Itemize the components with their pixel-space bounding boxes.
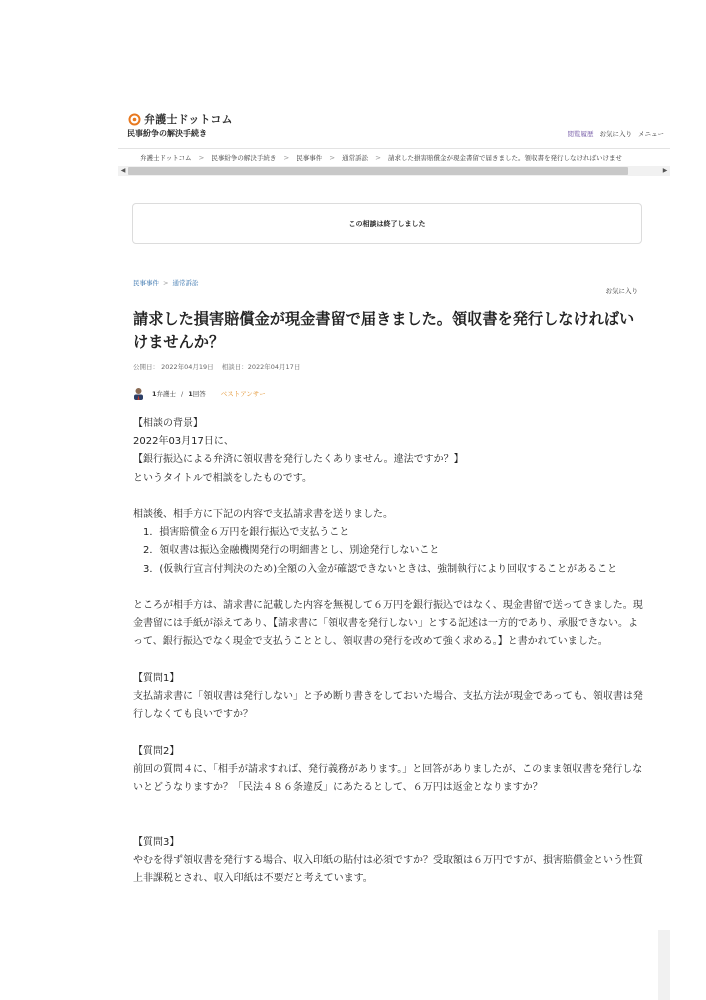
favorites-link[interactable]: お気に入り xyxy=(599,130,632,138)
chevron-right-icon: > xyxy=(329,153,336,162)
chevron-right-icon: > xyxy=(163,278,169,287)
header-links xyxy=(568,129,665,138)
body-line: 支払請求書に「領収書は発行しない」と予め断り書きをしておいた場合、支払方法が現金であっても、領収書は発行しなくても良いですか？ xyxy=(133,691,643,721)
body-line: 【相談の背景】 xyxy=(133,418,203,429)
body-line: 相談後、相手方に下記の内容で支払請求書を送りました。 xyxy=(133,509,393,521)
breadcrumb-item-civil[interactable]: 民事事件 xyxy=(296,154,323,162)
question-body xyxy=(133,415,643,888)
breadcrumb-item-lawsuit[interactable]: 通常訴訟 xyxy=(342,154,369,162)
body-line: 前回の質問４に、「相手が請求すれば、発行義務があります。」と回答がありましたが、このまま領収書を発行しないとどうなりますか？「民法４８６条違反」にあたるとして、６万円は返金となりますか？ xyxy=(133,763,643,794)
body-line xyxy=(133,488,643,506)
chevron-right-icon: > xyxy=(375,153,381,162)
body-line: やむを得ず領収書を発行する場合、収入印紙の貼付は必須ですか？受取額は６万円ですが、損害賠償金という性質上非課税とされ、収入印紙は不要だと考えています。 xyxy=(133,854,643,885)
history-link[interactable]: 閲覧履歴 xyxy=(567,130,594,138)
body-line: 2．領収書は振込金融機関発行の明細書とし、別途発行しないこと xyxy=(133,545,440,557)
body-line: 3．(仮執行宣言付判決のため)全額の入金が確認できないときは、強制執行により回収することがあること xyxy=(133,563,618,575)
breadcrumb-item-current: 請求した損害賠償金が現金書留で届きました。領収書を発行しなければいけませ xyxy=(387,154,622,162)
closed-notice-text: この相談は終了しました xyxy=(348,219,426,228)
best-answer-link[interactable]: ベストアンサー xyxy=(220,390,266,398)
answer-meta xyxy=(133,387,266,400)
menu-link[interactable]: メニュー xyxy=(638,130,664,138)
body-line: 1．損害賠償金６万円を銀行振込で支払うこと xyxy=(133,527,350,539)
breadcrumb-item-section[interactable]: 民事紛争の解決手続き xyxy=(211,154,277,162)
body-line xyxy=(133,724,643,742)
question-title: 請求した損害賠償金が現金書留で届きました。領収書を発行しなければいけませんか？ xyxy=(133,310,635,351)
meta-divider: / xyxy=(181,389,184,398)
lawyer-count: 1 xyxy=(152,389,157,398)
horizontal-scrollbar[interactable] xyxy=(118,166,670,176)
body-line: 【質問3】 xyxy=(133,836,180,848)
body-line: ところが相手方は、請求書に記載した内容を無視して６万円を銀行振込ではなく、現金書留で送ってきました。現金書留には手紙が添えてあり、【請求書に「領収書を発行しない」とする記述は一方的であり、承服できない。よって、銀行振込でなく現金で支払うこととし、領収書の発行を改めて強く求める。】と書かれていました。 xyxy=(133,600,643,648)
scroll-left-icon[interactable]: ◀ xyxy=(120,167,126,174)
chevron-right-icon: > xyxy=(283,153,290,162)
body-line xyxy=(133,579,643,597)
body-line: 【銀行振込による弁済に領収書を発行したくありません。違法ですか？】 xyxy=(133,454,464,466)
body-line: 【質問1】 xyxy=(133,672,180,684)
body-line xyxy=(133,815,643,833)
answer-count: 1 xyxy=(188,389,193,398)
site-logo[interactable] xyxy=(128,111,233,127)
lawyer-label: 弁護士 xyxy=(156,390,177,398)
closed-notice xyxy=(132,203,642,244)
favorite-button[interactable]: お気に入り xyxy=(605,287,638,295)
category-civil-link[interactable]: 民事事件 xyxy=(133,279,159,287)
question-dates xyxy=(133,362,300,371)
breadcrumb xyxy=(140,153,670,162)
logo-mark-icon xyxy=(128,113,141,126)
published-date: 公開日： 2022年04月19日 xyxy=(133,363,214,371)
logo-text: 弁護士ドットコム xyxy=(144,113,233,126)
scroll-right-icon[interactable]: ▶ xyxy=(662,167,668,174)
breadcrumb-bar xyxy=(118,148,670,178)
body-line xyxy=(133,797,643,815)
chevron-right-icon: > xyxy=(198,153,205,162)
body-line xyxy=(133,652,643,670)
category-lawsuit-link[interactable]: 通常訴訟 xyxy=(172,279,199,287)
scrollbar-thumb[interactable] xyxy=(128,167,628,175)
vertical-scrollbar[interactable] xyxy=(658,930,670,1000)
body-line: 【質問2】 xyxy=(133,745,180,757)
lawyer-avatar-icon xyxy=(133,387,144,400)
breadcrumb-item-home[interactable]: 弁護士ドットコム xyxy=(140,154,192,162)
category-links xyxy=(133,278,198,287)
body-line: 2022年03月17日に、 xyxy=(133,436,234,448)
body-line: というタイトルで相談をしたものです。 xyxy=(133,472,312,484)
answer-label: 回答 xyxy=(192,390,206,398)
consulted-date: 相談日：2022年04月17日 xyxy=(221,363,301,371)
site-section-title[interactable]: 民事紛争の解決手続き xyxy=(127,129,207,138)
